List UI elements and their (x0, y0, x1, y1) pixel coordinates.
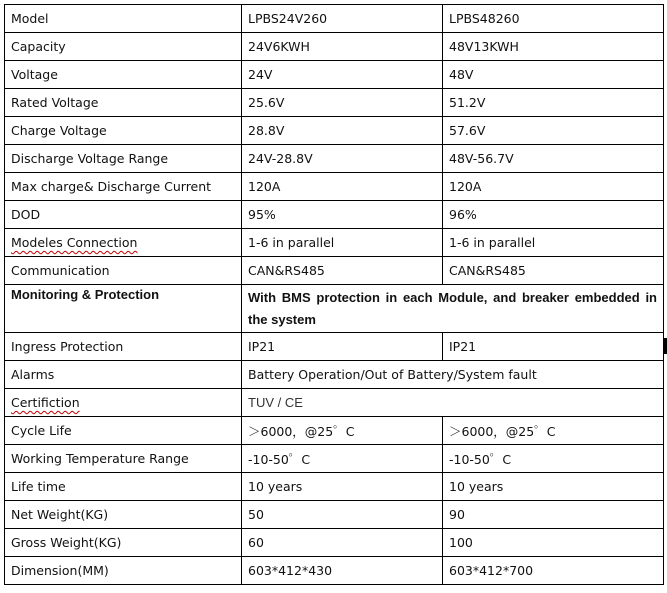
cell-value: -10-50゜C (242, 445, 443, 473)
table-row (5, 117, 664, 145)
cell-value: 57.6V (443, 117, 664, 145)
cell-value: 1-6 in parallel (443, 229, 664, 257)
table-row (5, 361, 664, 389)
cell-value: 24V6KWH (242, 33, 443, 61)
cell-value: 50 (242, 501, 443, 529)
row-label: Cycle Life (5, 417, 242, 445)
row-label-text: Modeles Connection (11, 235, 138, 250)
cell-value: IP21 (443, 333, 664, 361)
table-row (5, 285, 664, 333)
merged-cell-value: With BMS protection in each Module, and breaker embedded in the system (242, 285, 664, 333)
table-row (5, 173, 664, 201)
cell-value: 120A (443, 173, 664, 201)
cell-value: LPBS48260 (443, 5, 664, 33)
row-label: Capacity (5, 33, 242, 61)
table-row (5, 89, 664, 117)
cell-value: CAN&RS485 (242, 257, 443, 285)
cell-value: ＞6000，@25゜C (443, 417, 664, 445)
table-row (5, 5, 664, 33)
table-row (5, 557, 664, 585)
row-label: Charge Voltage (5, 117, 242, 145)
cell-value: 60 (242, 529, 443, 557)
row-label: Monitoring & Protection (5, 285, 242, 333)
row-label: Communication (5, 257, 242, 285)
cell-value: 48V (443, 61, 664, 89)
cell-value: 10 years (242, 473, 443, 501)
table-row (5, 257, 664, 285)
row-label: Life time (5, 473, 242, 501)
cell-value: CAN&RS485 (443, 257, 664, 285)
row-label: Model (5, 5, 242, 33)
row-label: Max charge& Discharge Current (5, 173, 242, 201)
cell-value: 24V (242, 61, 443, 89)
cell-value: 48V13KWH (443, 33, 664, 61)
row-label-text: Certifiction (11, 395, 80, 410)
cell-value: -10-50゜C (443, 445, 664, 473)
cell-value: IP21 (242, 333, 443, 361)
cell-value: 51.2V (443, 89, 664, 117)
cell-value: 100 (443, 529, 664, 557)
cell-value: 24V-28.8V (242, 145, 443, 173)
cell-value: 603*412*700 (443, 557, 664, 585)
cell-value: 10 years (443, 473, 664, 501)
merged-cell-value: Battery Operation/Out of Battery/System fault (242, 361, 664, 389)
cell-value: 120A (242, 173, 443, 201)
cell-value: 48V-56.7V (443, 145, 664, 173)
row-label: Voltage (5, 61, 242, 89)
table-row (5, 473, 664, 501)
table-row (5, 389, 664, 417)
table-row (5, 145, 664, 173)
row-label: Net Weight(KG) (5, 501, 242, 529)
cell-value: 95% (242, 201, 443, 229)
row-label (5, 389, 242, 417)
cell-value: ＞6000，@25゜C (242, 417, 443, 445)
row-label (5, 229, 242, 257)
cell-value: LPBS24V260 (242, 5, 443, 33)
cell-value: 25.6V (242, 89, 443, 117)
table-row (5, 33, 664, 61)
row-label: Working Temperature Range (5, 445, 242, 473)
row-label: Alarms (5, 361, 242, 389)
table-row (5, 529, 664, 557)
row-label: Dimension(MM) (5, 557, 242, 585)
table-row (5, 501, 664, 529)
cell-value: 90 (443, 501, 664, 529)
row-label: Discharge Voltage Range (5, 145, 242, 173)
table-row (5, 333, 664, 361)
table-row (5, 417, 664, 445)
cell-value: 96% (443, 201, 664, 229)
cell-value: 603*412*430 (242, 557, 443, 585)
spec-table (4, 4, 664, 585)
table-row (5, 201, 664, 229)
table-row (5, 445, 664, 473)
cell-value: 1-6 in parallel (242, 229, 443, 257)
merged-cell-value: TUV / CE (242, 389, 664, 417)
table-row (5, 61, 664, 89)
row-label: Ingress Protection (5, 333, 242, 361)
cell-value: 28.8V (242, 117, 443, 145)
row-label: Rated Voltage (5, 89, 242, 117)
row-label: DOD (5, 201, 242, 229)
table-row (5, 229, 664, 257)
row-label: Gross Weight(KG) (5, 529, 242, 557)
